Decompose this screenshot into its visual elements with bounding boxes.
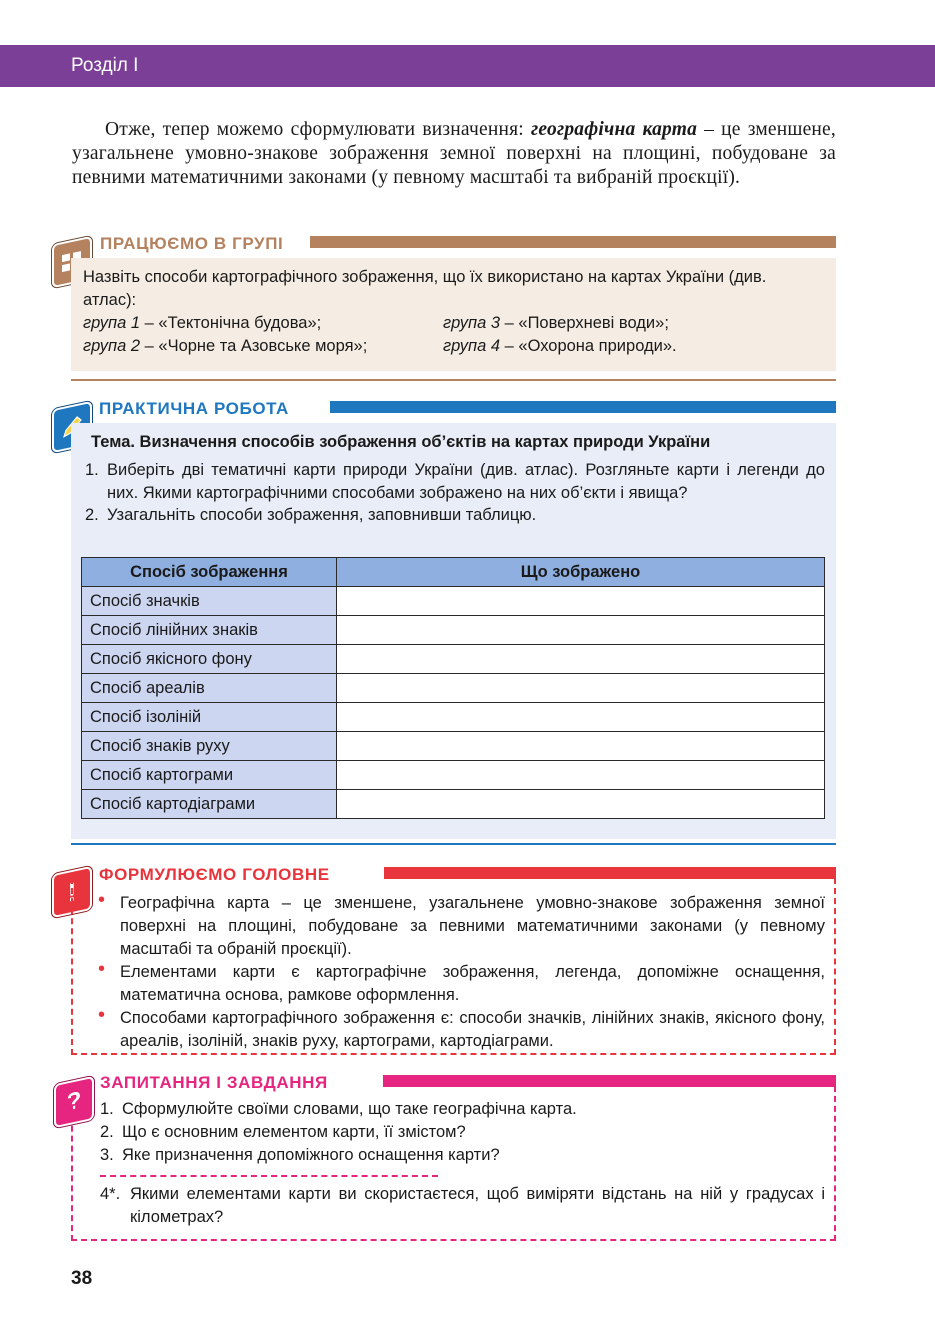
practical-divider: [71, 843, 836, 845]
table-row: [82, 703, 825, 732]
practical-topic: Тема. Визначення способів зображення об’єктів на картах природи України: [91, 433, 711, 451]
answer-cell[interactable]: [337, 732, 825, 761]
list-item: 4*. Якими елементами карти ви скористаєтеся, щоб виміряти відстань на ній у градусах і кілометрах?: [100, 1185, 825, 1226]
intro-lead: Отже, тепер можемо сформулювати визначення:: [105, 119, 531, 140]
list-item: • Елементами карти є картографічне зображення, легенда, допоміжне оснащення, математична основа, рамкове оформлення.: [98, 958, 825, 1004]
intro-rest: – це зменшене, узагальнене умовно-знакове зображення земної поверхні на площині, побудоване за певними математичними законами (у певному масштабі та вибраній проєкції).: [72, 119, 836, 188]
answer-cell[interactable]: [337, 587, 825, 616]
group-work-divider: [71, 379, 836, 381]
column-header: Спосіб зображення: [82, 558, 337, 587]
answer-cell[interactable]: [337, 674, 825, 703]
group-work-title-bar: [310, 236, 836, 248]
practical-steps: [85, 459, 825, 527]
methods-table: [81, 557, 825, 819]
table-row: [82, 732, 825, 761]
list-item: 2. Що є основним елементом карти, її змістом?: [100, 1123, 466, 1141]
practical-box: [71, 423, 836, 839]
method-cell: Спосіб ареалів: [82, 674, 337, 703]
table-row: [82, 645, 825, 674]
answer-cell[interactable]: [337, 703, 825, 732]
definition-paragraph: [72, 118, 836, 190]
method-cell: Спосіб якісного фону: [82, 645, 337, 674]
method-cell: Спосіб картодіаграми: [82, 790, 337, 819]
summary-list: [98, 889, 825, 1053]
method-cell: Спосіб значків: [82, 587, 337, 616]
chapter-label: Розділ І: [71, 55, 139, 76]
page-number: 38: [71, 1268, 93, 1289]
list-item: • Способами картографічного зображення є: способи значків, лінійних знаків, якісного фону, ареалів, ізоліній, знаків руху, картограми, картодіаграми.: [98, 1004, 825, 1050]
table-row: [82, 674, 825, 703]
intro-term: географічна карта: [531, 119, 698, 140]
answer-cell[interactable]: [337, 645, 825, 674]
questions-separator: [100, 1175, 438, 1177]
answer-cell[interactable]: [337, 616, 825, 645]
list-item: 1. Виберіть дві тематичні карти природи України (див. атлас). Розгляньте карти і легенди до них. Якими картографічними способами зображено на них об’єкти і явища?: [85, 461, 825, 502]
method-cell: Спосіб знаків руху: [82, 732, 337, 761]
questions-title: ЗАПИТАННЯ І ЗАВДАННЯ: [100, 1073, 328, 1092]
group-2: група 2 – «Чорне та Азовське моря»;: [83, 337, 368, 355]
group-work-box: [71, 258, 836, 371]
group-1: група 1 – «Тектонічна будова»;: [83, 314, 322, 332]
column-header: Що зображено: [337, 558, 825, 587]
group-work-intro: Назвіть способи картографічного зображення, що їх використано на картах України (див. атлас):: [83, 268, 767, 309]
group-work-title: ПРАЦЮЄМО В ГРУПІ: [100, 234, 284, 253]
chapter-header: [0, 45, 935, 87]
list-item: • Географічна карта – це зменшене, узагальнене умовно-знакове зображення земної поверхні на площині, побудоване за певними математичними законами (у певному масштабі та обраній проєкції).: [98, 889, 825, 958]
list-item: 3. Яке призначення допоміжного оснащення карти?: [100, 1146, 500, 1164]
table-row: [82, 761, 825, 790]
questions-list: [100, 1098, 825, 1229]
method-cell: Спосіб ізоліній: [82, 703, 337, 732]
question-icon: ?: [54, 1076, 94, 1129]
practical-title-bar: [330, 401, 836, 413]
method-cell: Спосіб картограми: [82, 761, 337, 790]
exclamation-icon: !: [52, 866, 92, 919]
answer-cell[interactable]: [337, 761, 825, 790]
list-item: 1. Сформулюйте своїми словами, що таке географічна карта.: [100, 1100, 577, 1118]
answer-cell[interactable]: [337, 790, 825, 819]
group-4: група 4 – «Охорона природи».: [443, 337, 677, 355]
list-item: 2. Узагальніть способи зображення, заповнивши таблицю.: [85, 506, 537, 524]
table-row: [82, 587, 825, 616]
summary-title: ФОРМУЛЮЄМО ГОЛОВНЕ: [99, 865, 330, 884]
practical-title: ПРАКТИЧНА РОБОТА: [99, 399, 289, 418]
table-header-row: [82, 558, 825, 587]
table-row: [82, 616, 825, 645]
table-row: [82, 790, 825, 819]
method-cell: Спосіб лінійних знаків: [82, 616, 337, 645]
group-3: група 3 – «Поверхневі води»;: [443, 314, 669, 332]
